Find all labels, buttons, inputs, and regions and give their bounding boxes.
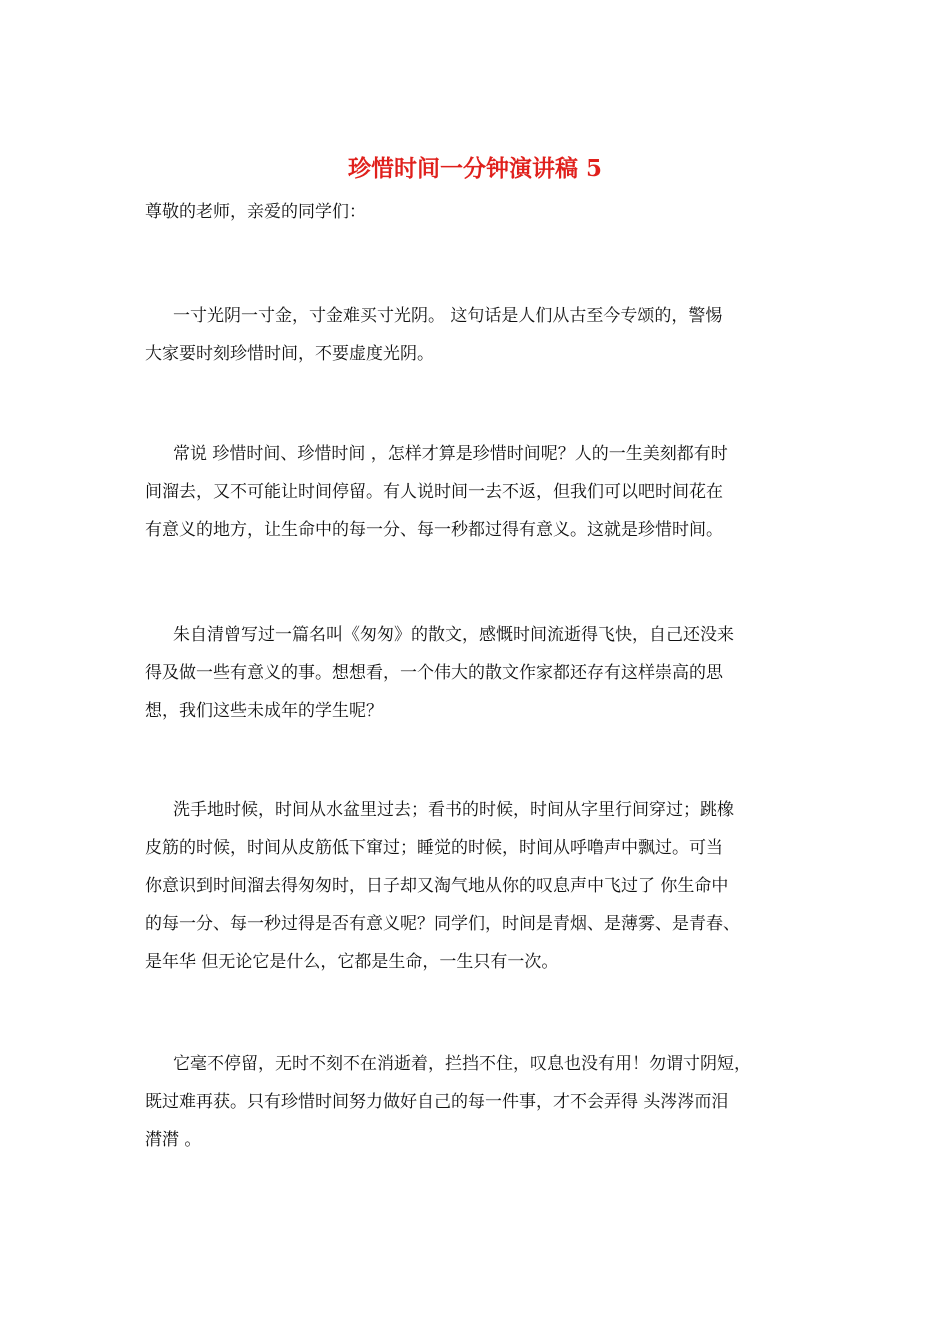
paragraph-line: 间溜去，又不可能让时间停留。有人说时间一去不返，但我们可以吧时间花在 bbox=[145, 482, 723, 502]
paragraph-3 bbox=[145, 616, 813, 730]
paragraph-line: 朱自清曾写过一篇名叫《匆匆》的散文，感慨时间流逝得飞快，自己还没来 bbox=[173, 625, 734, 645]
paragraph-5 bbox=[145, 1045, 813, 1159]
paragraph-line: 你意识到时间溜去得匆匆时，日子却又淘气地从你的叹息声中飞过了 你生命中 bbox=[145, 876, 729, 896]
document-title: 珍惜时间一分钟演讲稿 5 bbox=[347, 155, 602, 182]
salutation: 尊敬的老师，亲爱的同学们： bbox=[145, 202, 366, 222]
paragraph-line: 有意义的地方，让生命中的每一分、每一秒都过得有意义。这就是珍惜时间。 bbox=[145, 520, 723, 540]
paragraph-4 bbox=[145, 791, 813, 981]
paragraph-line: 洗手地时候，时间从水盆里过去；看书的时候，时间从字里行间穿过；跳橡 bbox=[173, 800, 734, 820]
paragraph-line: 皮筋的时候，时间从皮筋低下窜过；睡觉的时候，时间从呼噜声中飘过。可当 bbox=[145, 838, 723, 858]
paragraph-1 bbox=[145, 297, 813, 373]
paragraph-line: 得及做一些有意义的事。想想看，一个伟大的散文作家都还存有这样崇高的思 bbox=[145, 663, 723, 683]
paragraph-line: 常说 珍惜时间、珍惜时间 ，怎样才算是珍惜时间呢？人的一生美刻都有时 bbox=[173, 444, 728, 464]
paragraph-2 bbox=[145, 435, 813, 549]
paragraph-line: 潸潸 。 bbox=[145, 1130, 202, 1150]
paragraph-line: 想，我们这些未成年的学生呢？ bbox=[145, 701, 383, 721]
paragraph-line: 是年华 但无论它是什么，它都是生命，一生只有一次。 bbox=[145, 952, 559, 972]
paragraph-line: 既过难再获。只有珍惜时间努力做好自己的每一件事，才不会弄得 头涔涔而泪 bbox=[145, 1092, 729, 1112]
paragraph-line: 它毫不停留，无时不刻不在消逝着，拦挡不住，叹息也没有用！勿谓寸阴短， bbox=[173, 1054, 751, 1074]
paragraph-line: 一寸光阴一寸金，寸金难买寸光阴。 这句话是人们从古至今专颂的，警惕 bbox=[173, 306, 723, 326]
paragraph-line: 的每一分、每一秒过得是否有意义呢？同学们，时间是青烟、是薄雾、是青春、 bbox=[145, 914, 740, 934]
paragraph-line: 大家要时刻珍惜时间，不要虚度光阴。 bbox=[145, 344, 434, 364]
